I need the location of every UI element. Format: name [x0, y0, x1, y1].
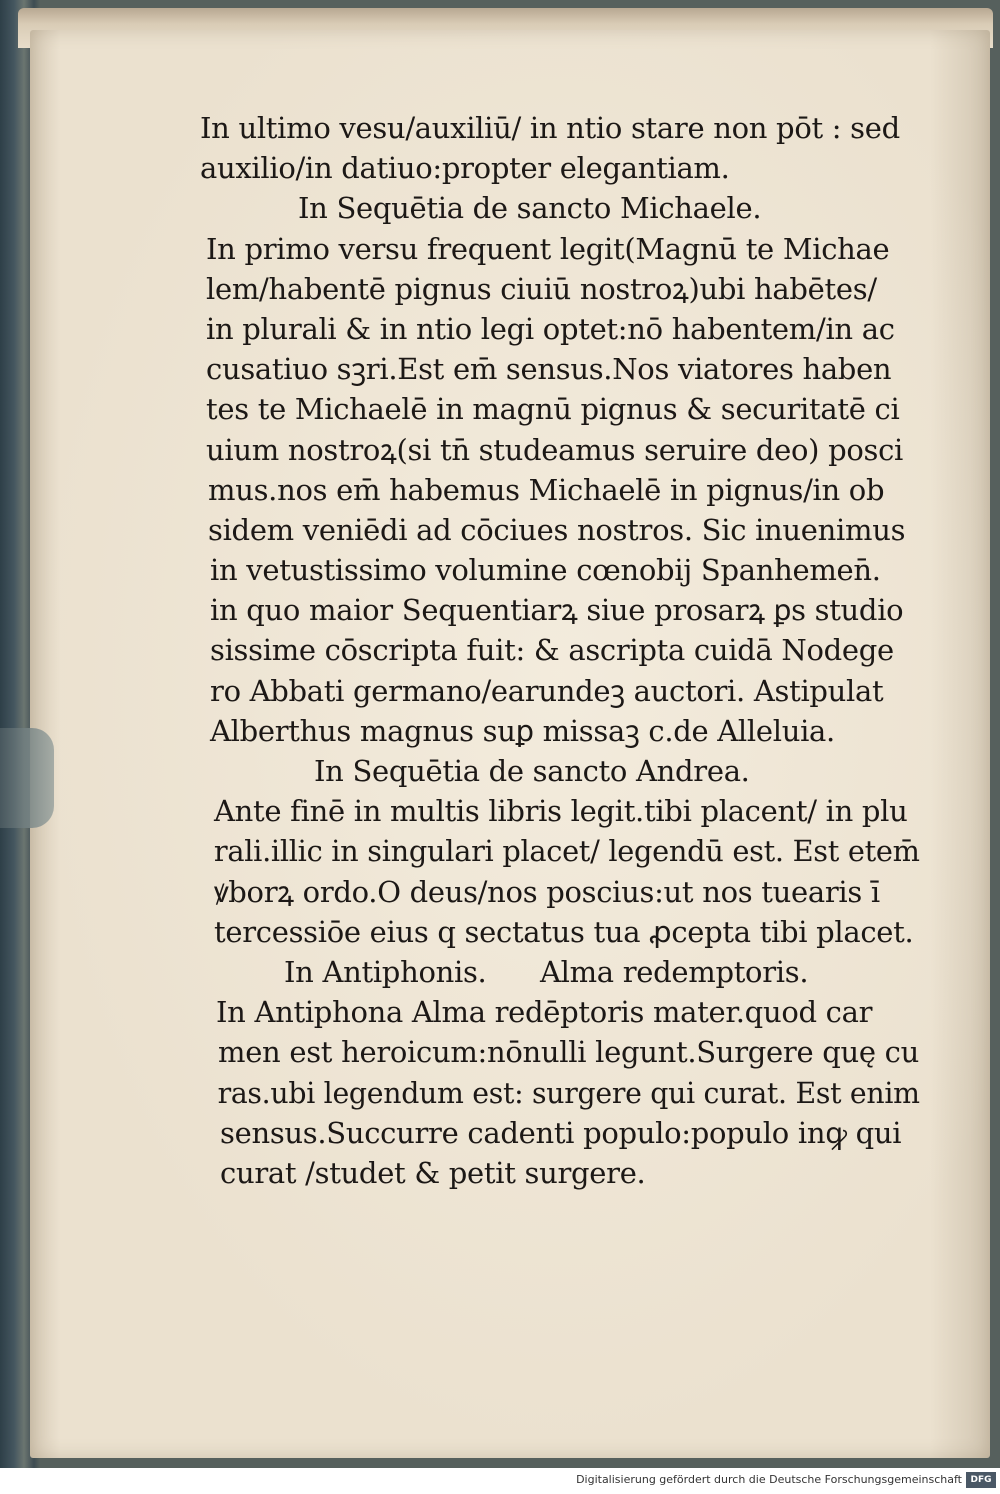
text-line-2: auxilio/in datiuo:propter elegantiam.: [200, 151, 730, 186]
text-line-19: rali.illic in singulari placet/ legendū est. Est etem̄: [213, 834, 920, 869]
text-line-4: In primo versu frequent legit(Magnū te Michae: [206, 231, 890, 266]
text-line-15: ro Abbati germano/earundeꝫ auctori. Astipulat: [210, 673, 884, 708]
text-line-7: cusatiuo sꝫri.Est em̄ sensus.Nos viatores haben: [206, 352, 892, 387]
text-line-24: men est heroicum:nōnulli legunt.Surgere quę cu: [218, 1035, 919, 1070]
text-line-14: sissime cōscripta fuit: & ascripta cuidā Nodege: [210, 633, 894, 668]
text-line-18: Ante finē in multis libris legit.tibi placent/ in plu: [214, 794, 908, 829]
text-line-20: ꝟborꝝ ordo.O deus/nos poscius:ut nos tuearis ī: [214, 874, 880, 909]
text-line-11: sidem veniēdi ad cōciues nostros. Sic inuenimus: [208, 512, 906, 547]
text-line-25: ras.ubi legendum est: surgere qui curat. Est enim: [217, 1075, 920, 1110]
text-line-1: In ultimo vesu/auxiliū/ in ntio stare non pōt : sed: [200, 111, 900, 145]
text-line-27: curat /studet & petit surgere.: [220, 1155, 646, 1190]
text-line-23: In Antiphona Alma redēptoris mater.quod car: [216, 995, 873, 1030]
text-line-10: mus.nos em̄ habemus Michaelē in pignus/in ob: [208, 472, 885, 507]
text-line-6: in plurali & in ntio legi optet:nō habentem/in ac: [206, 311, 895, 346]
text-line-26: sensus.Succurre cadenti populo:populo inꝙ qui: [220, 1115, 902, 1150]
text-line-21: tercessiōe eius q sectatus tua ꝓcepta tibi placet.: [214, 914, 914, 949]
section-heading-andrea: In Sequētia de sancto Andrea.: [314, 754, 750, 788]
funding-credit: Digitalisierung gefördert durch die Deutsche Forschungsgemeinschaft: [576, 1473, 962, 1486]
page-clip: [0, 728, 54, 828]
digitization-footer: [0, 1468, 1000, 1494]
dfg-logo-icon: DFG: [966, 1472, 996, 1488]
text-line-8: tes te Michaelē in magnū pignus & securitatē ci: [206, 392, 900, 427]
section-heading-michael: In Sequētia de sancto Michaele.: [298, 191, 762, 226]
text-line-12: in vetustissimo volumine cœnobij Spanhemen̄.: [210, 553, 881, 588]
text-line-13: in quo maior Sequentiarꝝ siue prosarꝝ ꝑs studio: [210, 593, 904, 628]
text-line-9: uium nostroꝝ(si tn̄ studeamus seruire deo) posci: [206, 432, 903, 467]
text-line-16: Alberthus magnus suꝑ missaꝫ c.de Alleluia.: [210, 713, 835, 748]
page-text-block: [200, 108, 920, 1193]
section-heading-antiphonis: In Antiphonis. Alma redemptoris.: [284, 954, 809, 989]
text-line-5: lem/habentē pignus ciuiū nostroꝝ)ubi habētes/: [206, 271, 877, 306]
